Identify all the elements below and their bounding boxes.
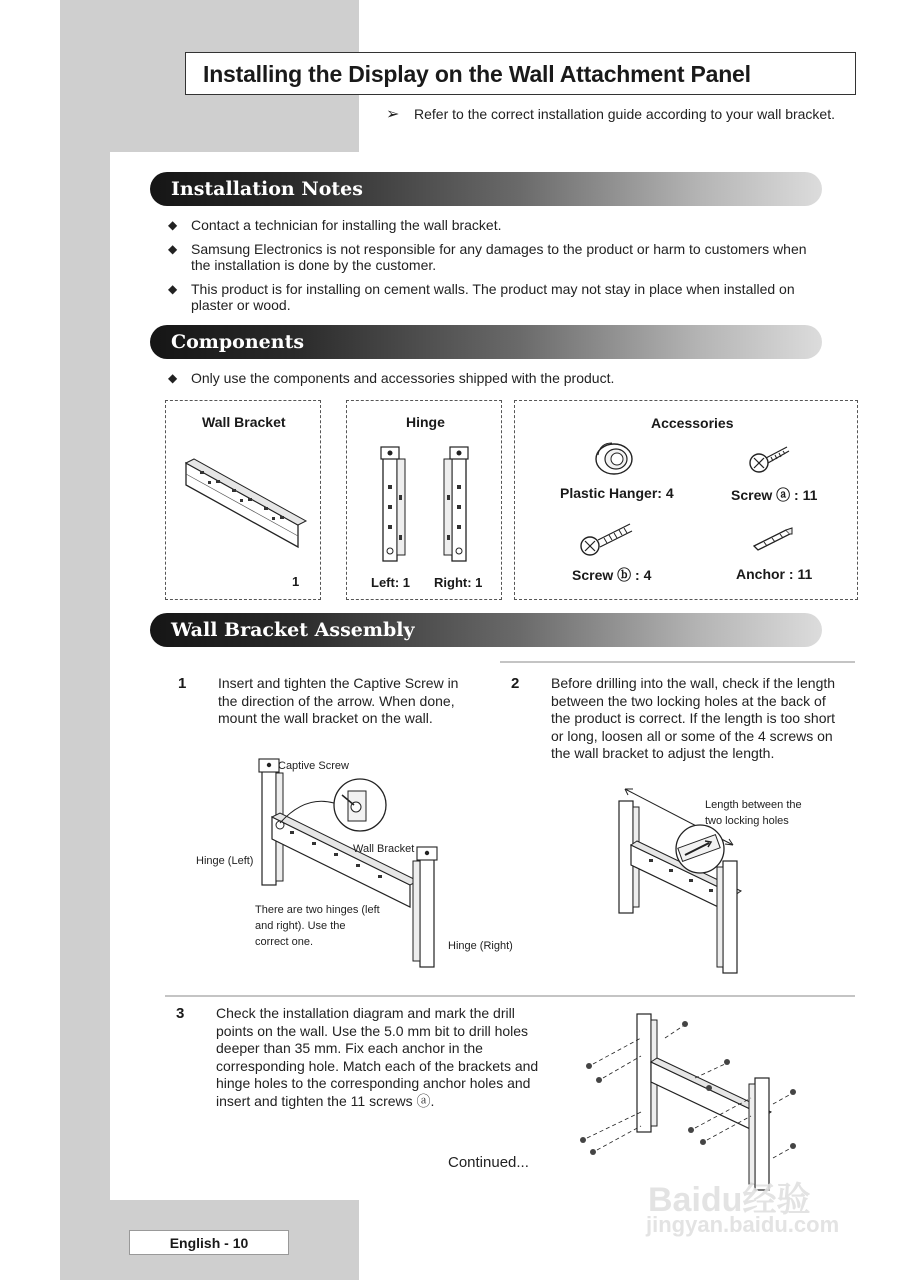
plastic-hanger-icon (592, 437, 636, 477)
plastic-hanger-label: Plastic Hanger: 4 (560, 485, 674, 501)
components-banner (150, 325, 822, 359)
step-1-number: 1 (178, 675, 187, 692)
hinge-title: Hinge (406, 414, 445, 430)
list-item (168, 217, 828, 233)
captive-screw-label: Captive Screw (278, 760, 349, 772)
hinge-right-label: Hinge (Right) (448, 940, 513, 952)
refer-note (386, 104, 835, 124)
diamond-bullet-icon: ◆ (168, 218, 178, 232)
length-label: Length between the two locking holes (705, 799, 802, 827)
page-number: English - 10 (129, 1230, 289, 1255)
hinge-left-qty: Left: 1 (371, 575, 410, 590)
installation-notes-banner (150, 172, 822, 206)
wall-bracket-title: Wall Bracket (202, 414, 286, 430)
hinge-box (346, 400, 502, 600)
continued-label: Continued... (448, 1154, 529, 1171)
diamond-bullet-icon: ◆ (168, 242, 178, 256)
wall-bracket-label: Wall Bracket (353, 843, 415, 855)
step-3-number: 3 (176, 1005, 185, 1022)
screw-b-icon (578, 520, 636, 560)
wall-bracket-qty: 1 (292, 574, 300, 589)
refer-note-text: Refer to the correct installation guide according to your wall bracket. (414, 106, 835, 122)
step-1-text: Insert and tighten the Captive Screw in the direction of the arrow. When done, mount the wall bracket on the wall. (218, 675, 459, 727)
note-text: Contact a technician for installing the wall bracket. (191, 217, 502, 233)
installation-notes-heading: Installation Notes (171, 178, 363, 200)
diamond-bullet-icon: ◆ (168, 282, 178, 296)
hinge-right-illustration (440, 445, 474, 565)
accessories-title: Accessories (651, 415, 734, 431)
screw-b-label: Screw ⓑ : 4 (572, 567, 652, 583)
divider-line (165, 995, 855, 997)
hinge-right-qty: Right: 1 (434, 575, 483, 590)
step-2-number: 2 (511, 675, 520, 692)
wall-bracket-assembly-heading: Wall Bracket Assembly (171, 619, 415, 641)
hinge-left-label: Hinge (Left) (196, 855, 254, 867)
screw-a-icon (745, 443, 791, 479)
step-3-text: Check the installation diagram and mark the drill points on the wall. Use the 5.0 mm bit to drill holes deeper than 35 mm. Fix each anchor in the corresponding hole. Match each of the brackets and hinge holes to the corresponding anchor holes and insert and tighten the 11 screws ⓐ. (216, 1005, 539, 1109)
list-item (168, 281, 828, 313)
note-text: Only use the components and accessories shipped with the product. (191, 370, 615, 386)
list-item (168, 241, 828, 273)
components-heading: Components (171, 331, 305, 353)
watermark-url: jingyan.baidu.com (646, 1212, 840, 1237)
diamond-bullet-icon: ◆ (168, 371, 178, 385)
installation-notes-list (168, 217, 828, 321)
gray-background-left (60, 152, 110, 1280)
arrow-icon: ➢ (386, 106, 400, 123)
anchor-icon (750, 524, 796, 554)
note-text: Samsung Electronics is not responsible for any damages to the product or harm to customers when the installation is done by the customer. (191, 241, 807, 273)
note-text: This product is for installing on cement walls. The product may not stay in place when installed on plaster or wood. (191, 281, 795, 313)
step-2-text: Before drilling into the wall, check if the length between the two locking holes at the back of the product is correct. If the length is too short or long, loosen all or some of the 4 screws on the wall bracket to adjust the length. (551, 675, 836, 762)
watermark-logo: Baidu经验 (648, 1181, 811, 1219)
wall-bracket-assembly-banner (150, 613, 822, 647)
page-title-box (185, 52, 856, 95)
anchor-label: Anchor : 11 (736, 566, 813, 582)
page-title: Installing the Display on the Wall Attachment Panel (203, 61, 751, 87)
divider-line (500, 661, 855, 663)
list-item (168, 370, 828, 386)
hinge-left-illustration (375, 445, 409, 565)
components-note (168, 370, 828, 394)
hinges-note-label: There are two hinges (left and right). Use the correct one. (255, 904, 380, 948)
wall-bracket-illustration (180, 455, 310, 555)
screw-a-label: Screw ⓐ : 11 (731, 487, 818, 503)
